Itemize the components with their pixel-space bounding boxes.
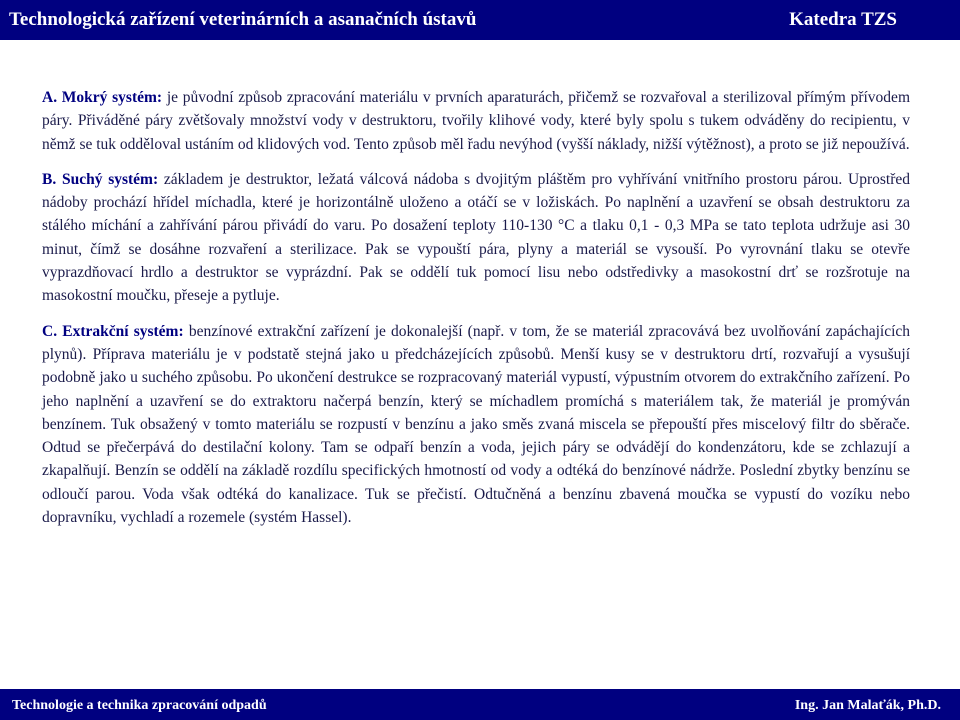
section-text-wet-system: je původní způsob zpracování materiálu v prvních aparaturách, přičemž se rozvařoval a sterilizoval přímým přívodem páry. Přiváděné páry zvětšovaly množství vody v destruktoru, tvořily klihové vody, které byly spolu s tukem odváděny do recipientu, v němž se tuk odděloval ustáním od klidových vod. Tento způsob měl řadu nevýhod (vyšší náklady, nižší výtěžnost), a proto se již nepoužívá. bbox=[42, 89, 910, 153]
footer-course: Technologie a technika zpracování odpadů bbox=[12, 697, 267, 713]
slide-content bbox=[42, 86, 910, 529]
slide-footer bbox=[0, 689, 960, 720]
section-extraction-system bbox=[42, 320, 910, 530]
section-text-extraction-system: benzínové extrakční zařízení je dokonalejší (např. v tom, že se materiál zpracovává bez uvolňování zapáchajících plynů). Příprava materiálu je v podstatě stejná jako u předcházejících způsobů. Menší kusy se v destruktoru drtí, rozvařují a vysušují podobně jako u suchého způsobu. Po ukončení destrukce se rozpracovaný materiál vypustí, výpustním otvorem do extrakčního zařízení. Po jeho naplnění a uzavření se do extraktoru načerpá benzín, který se míchadlem promíchá s materiálem tak, že materiál je promýván benzínem. Tuk obsažený v tomto materiálu se rozpustí v benzínu a jako směs zvaná miscela se přepouští přes miscelový filtr do sběrače. Odtud se přečerpává do destilační kolony. Tam se odpaří benzín a voda, jejich páry se odvádějí do kondenzátoru, kde se zchlazují a zkapalňují. Benzín se oddělí na základě rozdílu specifických hmotností od vody a odtéká do benzínové nádrže. Poslední zbytky benzínu se odloučí parou. Voda však odtéká do kanalizace. Tuk se přečistí. Odtučněná a benzínu zbavená moučka se vypustí do vozíku nebo dopravníku, vychladí a rozemele (systém Hassel). bbox=[42, 322, 911, 527]
section-label-wet-system: A. Mokrý systém: bbox=[42, 89, 163, 106]
section-text-dry-system: základem je destruktor, ležatá válcová nádoba s dvojitým pláštěm pro vyhřívání vnitřního prostoru párou. Uprostřed nádoby prochází hřídel míchadla, které je horizontálně uloženo a otáčí se v ložiskách. Po naplnění a uzavření se obsah destruktoru za stálého míchání a zahřívání párou přivádí do varu. Po dosažení teploty 110-130 °C a tlaku 0,1 - 0,3 MPa se tato teplota udržuje asi 30 minut, čímž se dosáhne rozvaření a sterilizace. Pak se vypouští pára, plyny a materiál se vysouší. Po vyrovnání tlaku se otevře vyprazdňovací hrdlo a destruktor se vyprázdní. Pak se oddělí tuk pomocí lisu nebo odstředivky a masokostní drť se rozšrotuje na masokostní moučku, přeseje a pytluje. bbox=[42, 170, 910, 305]
footer-author: Ing. Jan Malaťák, Ph.D. bbox=[794, 697, 941, 713]
section-dry-system bbox=[42, 168, 910, 308]
header-department: Katedra TZS bbox=[789, 9, 897, 30]
section-label-dry-system: B. Suchý systém: bbox=[42, 170, 159, 188]
header-title: Technologická zařízení veterinárních a asanačních ústavů bbox=[9, 9, 477, 30]
slide-header bbox=[0, 0, 960, 40]
section-label-extraction-system: C. Extrakční systém: bbox=[42, 322, 184, 340]
section-wet-system bbox=[42, 86, 910, 156]
